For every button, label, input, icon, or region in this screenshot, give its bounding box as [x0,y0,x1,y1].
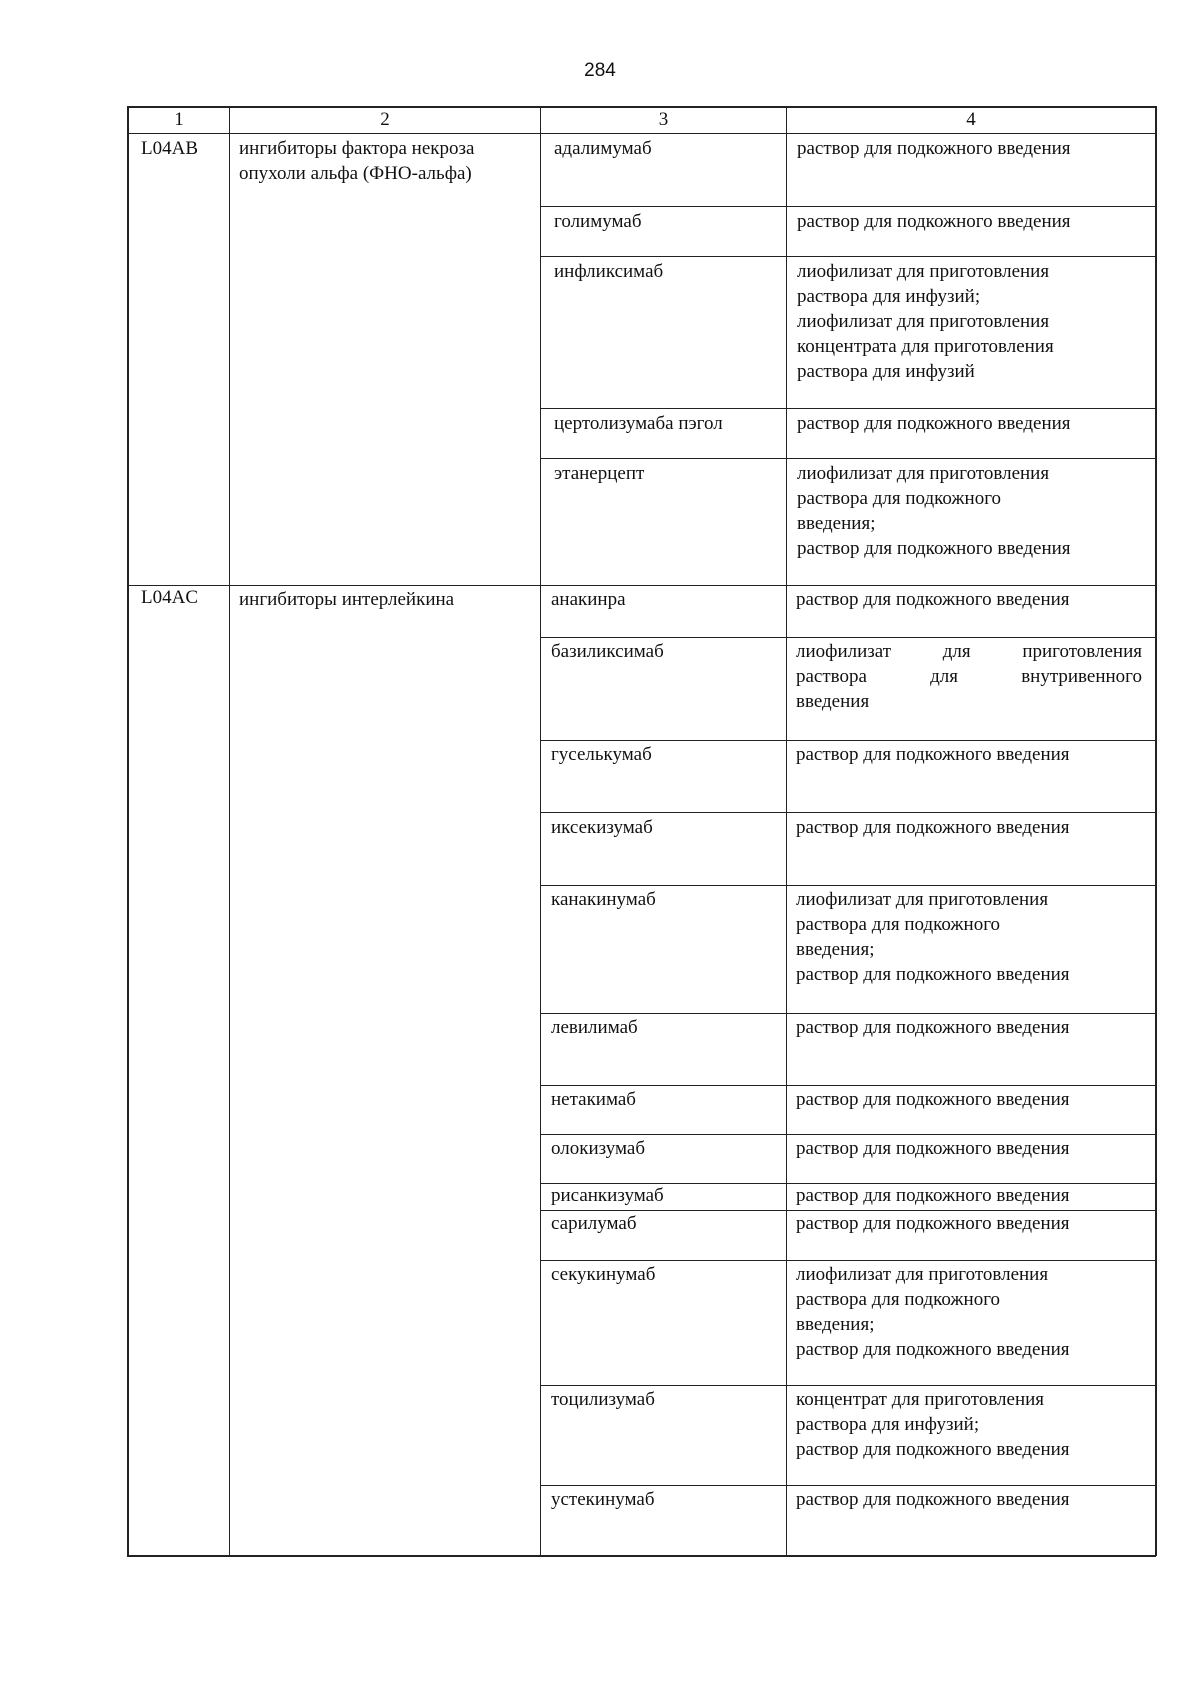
dosage-form: раствор для подкожного введения [796,817,1070,838]
dosage-form: раствор для подкожного введения [796,1017,1070,1038]
table-left-border [127,106,129,1556]
header-bottom-border [127,133,1156,134]
dosage-form: раствор для подкожного введения [796,1138,1070,1159]
dosage-form: раствор для подкожного введения [796,589,1070,610]
dosage-form: раствор для подкожного введения [796,744,1070,765]
table-right-border [1155,106,1157,1556]
row-separator [540,1085,1156,1086]
drug-name: сарилумаб [551,1213,637,1234]
row-separator [540,1260,1156,1261]
dosage-form: раствор для подкожного введения [796,1489,1070,1510]
drug-name: цертолизумаба пэгол [554,413,723,434]
dosage-form: раствор для подкожного введения [796,1089,1070,1110]
drug-name: нетакимаб [551,1089,636,1110]
row-separator [540,885,1156,886]
drug-name: базиликсимаб [551,641,664,662]
dosage-form: лиофилизат для приготовления раствора для подкожного введения; раствор для подкожного введения [797,463,1071,559]
drug-name: канакинумаб [551,889,656,910]
table-bottom-border [127,1555,1156,1557]
dosage-form: лиофилизат для приготовления раствора для подкожного введения; раствор для подкожного введения [796,889,1070,985]
drug-name: иксекизумаб [551,817,653,838]
drug-name: тоцилизумаб [551,1389,655,1410]
page-number: 284 [584,60,616,81]
row-separator [540,1134,1156,1135]
row-separator [540,740,1156,741]
drug-name: секукинумаб [551,1264,656,1285]
column-divider-2 [540,106,541,1556]
dosage-form: лиофилизат для приготовления раствора для инфузий; лиофилизат для приготовления концентрата для приготовления раствора для инфузий [797,261,1054,382]
atc-code: L04AB [141,138,198,159]
row-separator [540,812,1156,813]
dosage-form-line: введения [796,691,870,712]
column-header-4: 4 [966,109,976,130]
column-divider-1 [229,106,230,1556]
drug-name: этанерцепт [554,463,645,484]
atc-code: L04AC [141,587,198,608]
row-separator [540,637,1156,638]
drug-name: рисанкизумаб [551,1185,664,1206]
column-header-3: 3 [658,109,669,130]
row-separator [540,1013,1156,1014]
dosage-form-line: раствора для внутривенного [796,666,1142,687]
dosage-form: раствор для подкожного введения [797,413,1071,434]
row-separator [540,458,1156,459]
row-separator [540,256,1156,257]
row-separator [540,408,1156,409]
drug-name: олокизумаб [551,1138,645,1159]
row-separator [540,1485,1156,1486]
dosage-form: лиофилизат для приготовления раствора для подкожного введения; раствор для подкожного введения [796,1264,1070,1360]
column-divider-3 [786,106,787,1556]
dosage-form [796,639,1142,714]
row-separator [540,1385,1156,1386]
dosage-form: раствор для подкожного введения [796,1185,1070,1206]
drug-name: адалимумаб [554,138,652,159]
group-name: ингибиторы интерлейкина [239,589,455,610]
table-top-border [127,106,1156,108]
dosage-form-line: лиофилизат для приготовления [796,641,1142,662]
row-separator [540,206,1156,207]
drug-name: гуселькумаб [551,744,652,765]
drug-name: анакинра [551,589,626,610]
group-name: ингибиторы фактора некроза опухоли альфа (ФНО-альфа) [239,138,475,184]
column-header-2: 2 [380,109,390,130]
drug-name: левилимаб [551,1017,638,1038]
dosage-form: раствор для подкожного введения [797,138,1071,159]
drug-name: голимумаб [554,211,642,232]
dosage-form: концентрат для приготовления раствора для инфузий; раствор для подкожного введения [796,1389,1070,1460]
drug-name: устекинумаб [551,1489,655,1510]
drug-name: инфликсимаб [554,261,664,282]
column-header-1: 1 [174,109,184,130]
dosage-form: раствор для подкожного введения [797,211,1071,232]
group-separator [127,585,1156,586]
dosage-form: раствор для подкожного введения [796,1213,1070,1234]
